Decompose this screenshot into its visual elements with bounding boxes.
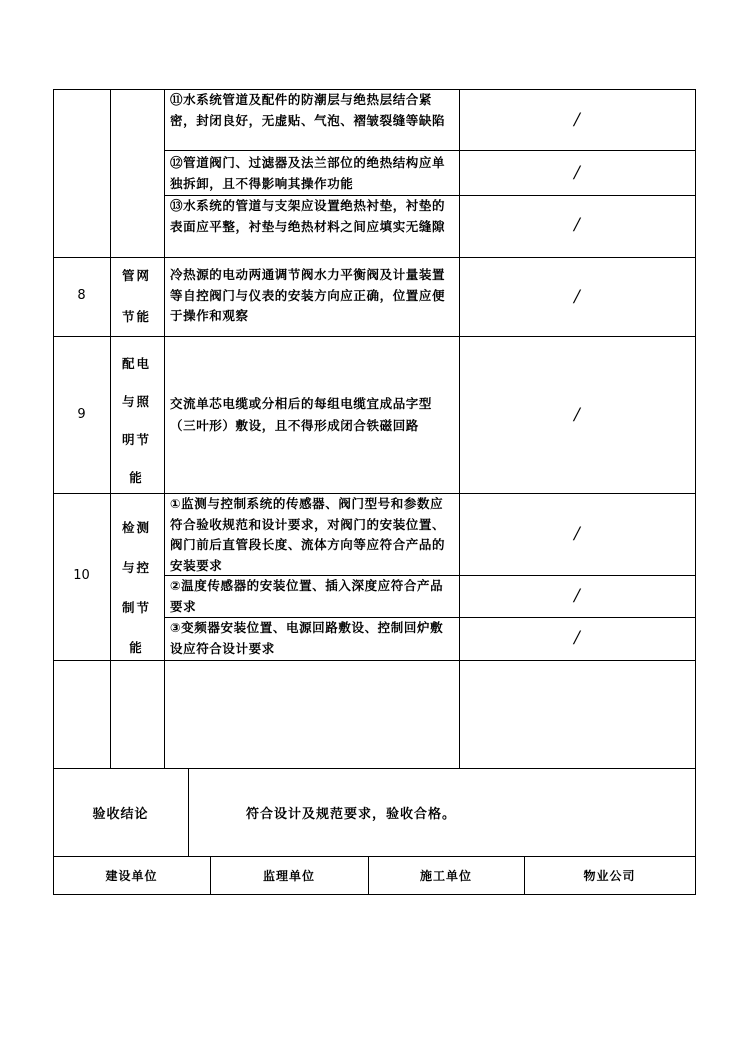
row-8-result: / <box>574 287 580 307</box>
signature-supervision-unit: 监理单位 <box>262 869 315 883</box>
row-10-item-1-result: / <box>574 524 580 544</box>
row-9-text: 交流单芯电缆或分相后的每组电缆宜成品字型（三叶形）敷设，且不得形成闭合铁磁回路 <box>170 396 433 433</box>
row-8-category: 管网 节能 <box>121 268 151 324</box>
row-8-number: 8 <box>77 288 86 303</box>
item-13-text: ⑬水系统的管道与支架应设置绝热衬垫，衬垫的表面应平整，衬垫与绝热材料之间应填实无缝隙 <box>170 198 446 234</box>
row-10-item-3-result: / <box>574 628 580 648</box>
signature-construction-unit: 建设单位 <box>105 869 158 883</box>
conclusion-text: 符合设计及规范要求，验收合格。 <box>246 807 457 822</box>
item-12-result: / <box>574 163 580 183</box>
signature-property-company: 物业公司 <box>583 869 636 883</box>
row-10-item-1-text: ①监测与控制系统的传感器、阀门型号和参数应符合验收规范和设计要求，对阀门的安装位置、阀门前后直管段长度、流体方向等应符合产品的安装要求 <box>170 496 446 573</box>
item-12-text: ⑫管道阀门、过滤器及法兰部位的绝热结构应单独拆卸，且不得影响其操作功能 <box>170 155 446 191</box>
row-10-item-2-result: / <box>574 586 580 606</box>
row-9-result: / <box>574 405 580 425</box>
row-9-category: 配电 与照 明节 能 <box>121 356 151 485</box>
item-13-result: / <box>574 215 580 235</box>
item-11-text: ⑪水系统管道及配件的防潮层与绝热层结合紧密，封闭良好，无虚贴、气泡、褶皱裂缝等缺陷 <box>170 92 446 128</box>
item-11-result: / <box>574 110 580 130</box>
row-9-number: 9 <box>77 407 86 422</box>
row-10-number: 10 <box>73 568 90 583</box>
row-8-text: 冷热源的电动两通调节阀水力平衡阀及计量装置等自控阀门与仪表的安装方向应正确，位置应便于操作和观察 <box>170 267 446 323</box>
row-10-category: 检测 与控 制节 能 <box>121 520 151 655</box>
row-10-item-3-text: ③变频器安装位置、电源回路敷设、控制回炉敷设应符合设计要求 <box>170 620 444 656</box>
conclusion-label: 验收结论 <box>92 807 149 822</box>
signature-contractor-unit: 施工单位 <box>419 869 472 883</box>
row-10-item-2-text: ②温度传感器的安装位置、插入深度应符合产品要求 <box>170 578 444 614</box>
